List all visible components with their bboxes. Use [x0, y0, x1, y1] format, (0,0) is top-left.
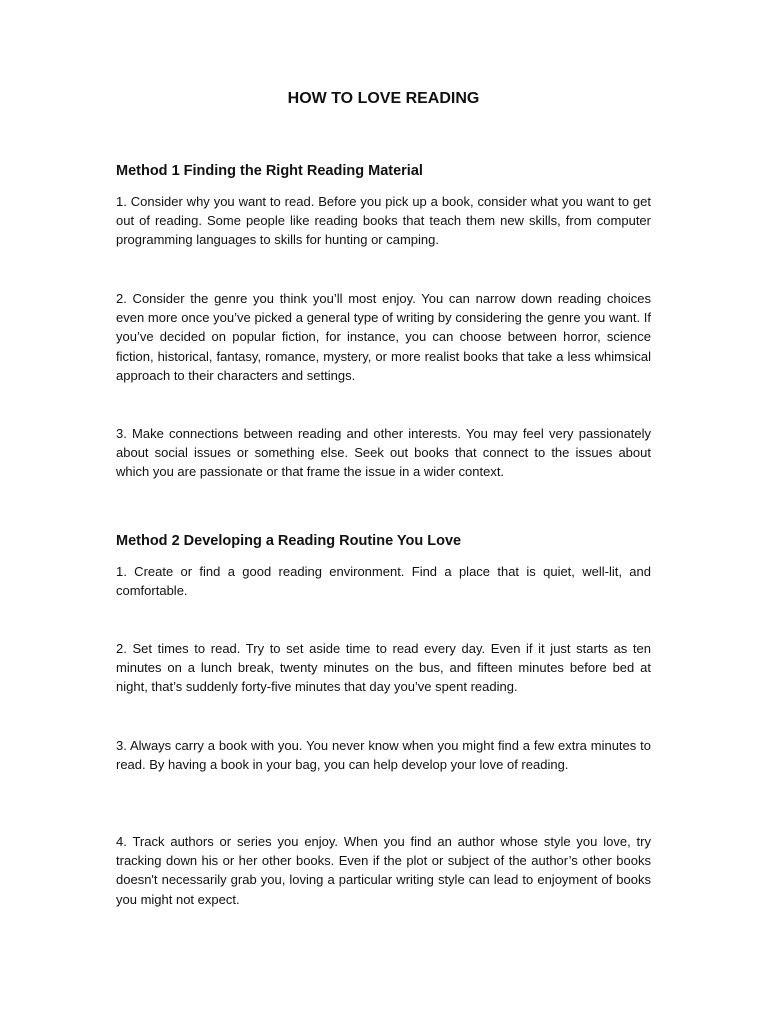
method-1-item-2: 2. Consider the genre you think you’ll most enjoy. You can narrow down reading choices even more once you’ve picked a general type of writing by considering the genre you want. If you’ve decided on popular fiction, for instance, you can choose between horror, science fiction, historical, fantasy, romance, mystery, or more realist books that take a less whimsical approach to their characters and settings. [116, 291, 651, 383]
method-2-item-1: 1. Create or find a good reading environment. Find a place that is quiet, well-lit, and comfortable. [116, 564, 651, 599]
method-2-item-3: 3. Always carry a book with you. You never know when you might find a few extra minutes to read. By having a book in your bag, you can help develop your love of reading. [116, 738, 651, 773]
method-1-heading: Method 1 Finding the Right Reading Material [116, 163, 423, 179]
document-title: HOW TO LOVE READING [287, 90, 480, 107]
method-2-item-4: 4. Track authors or series you enjoy. When you find an author whose style you love, try tracking down his or her other books. Even if the plot or subject of the author’s other books doesn't necessarily grab you, loving a particular writing style can lead to enjoyment of books you might not expect. [116, 834, 651, 907]
method-2-item-2: 2. Set times to read. Try to set aside time to read every day. Even if it just starts as ten minutes on a lunch break, twenty minutes on the bus, and fifteen minutes before bed at night, that’s suddenly forty-five minutes that day you’ve spent reading. [116, 641, 651, 695]
method-2-heading: Method 2 Developing a Reading Routine You Love [116, 533, 462, 549]
method-1-item-3: 3. Make connections between reading and other interests. You may feel very passionately about social issues or something else. Seek out books that connect to the issues about which you are passionate or that frame the issue in a wider context. [116, 426, 651, 480]
method-1-item-1: 1. Consider why you want to read. Before you pick up a book, consider what you want to get out of reading. Some people like reading books that teach them new skills, from computer programming languages to skills for hunting or camping. [116, 194, 651, 248]
